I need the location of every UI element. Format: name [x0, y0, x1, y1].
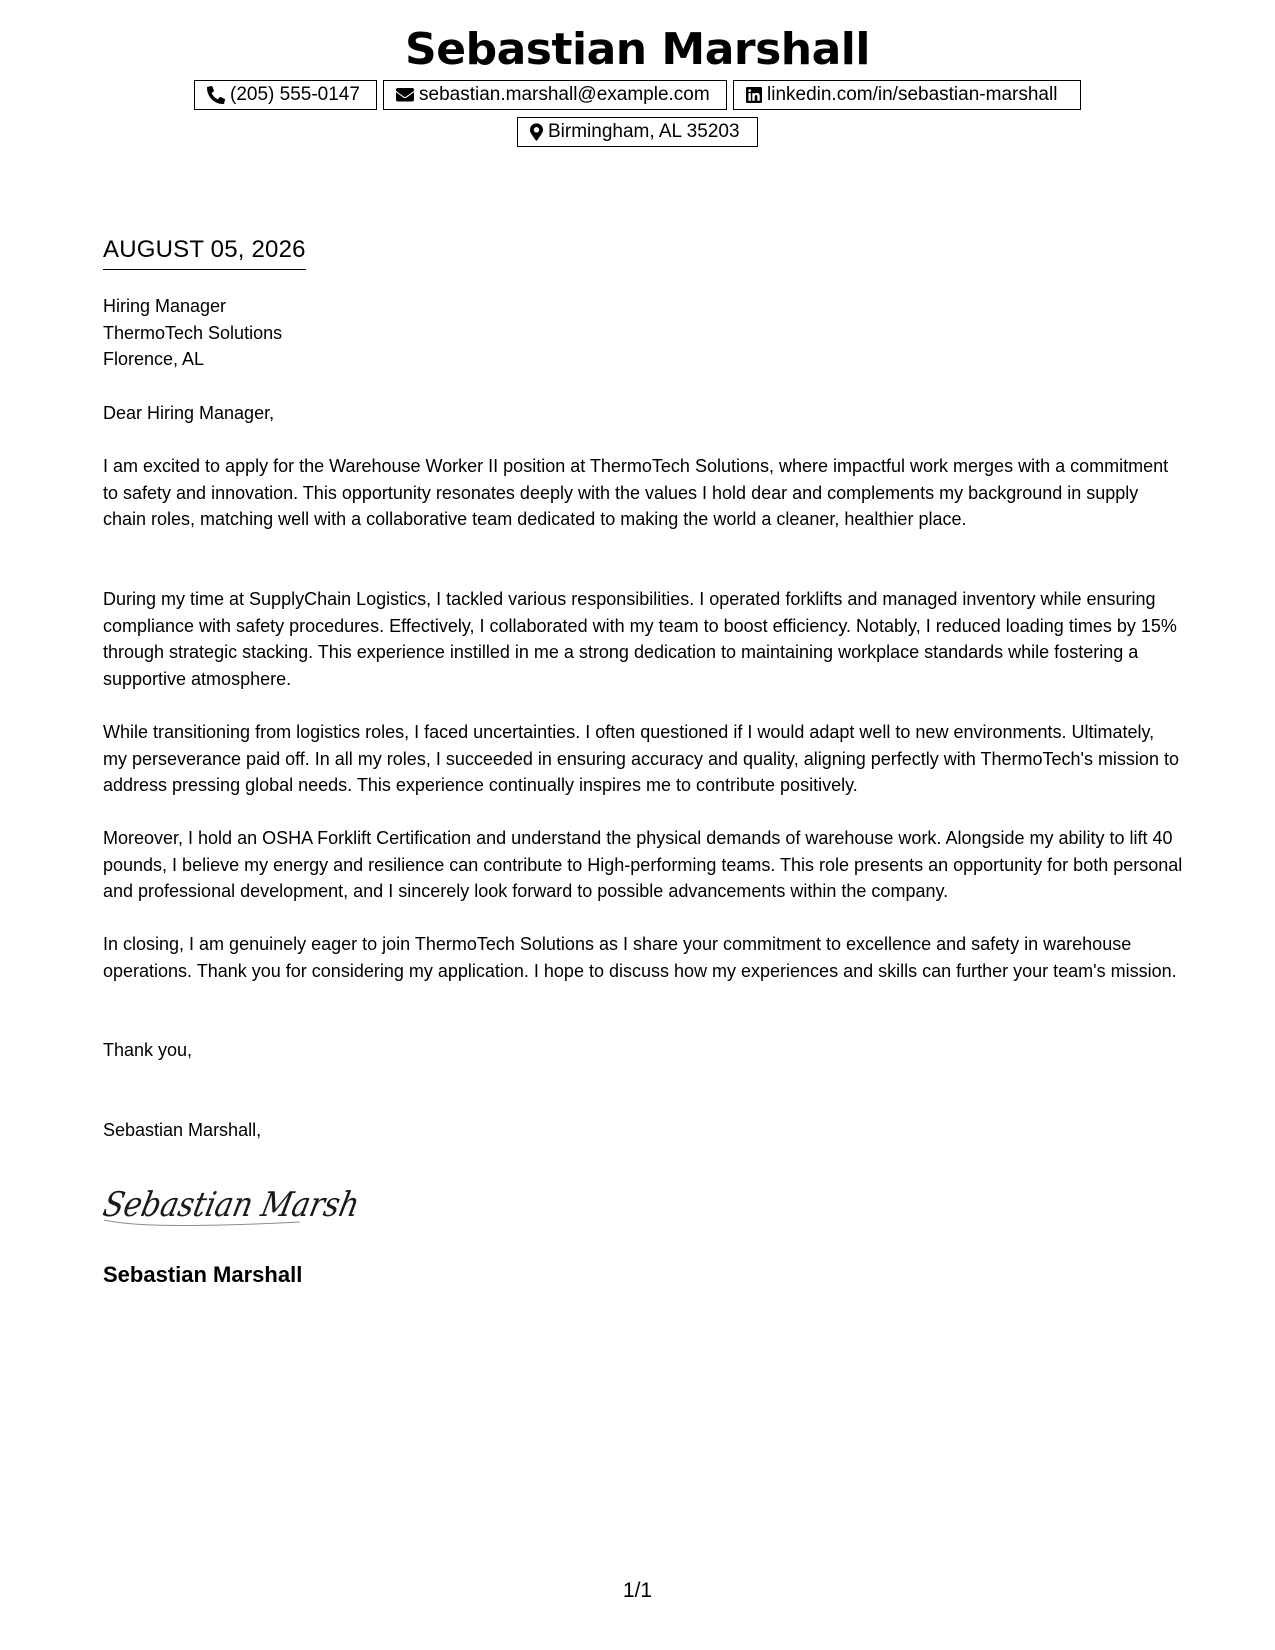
paragraph-experience: During my time at SupplyChain Logistics, I tackled various responsibilities. I operated forklifts and managed inventory while ensuring compliance with safety procedures. Effectively, I collaborated with my team to boost efficiency. Notably, I reduced loading times by 15% through strategic stacking. This experience instilled in me a strong dedication to maintaining workplace standards while fostering a supportive atmosphere.: [103, 589, 1177, 689]
recipient-title: Hiring Manager: [103, 296, 227, 316]
paragraph-qualifications: Moreover, I hold an OSHA Forklift Certification and understand the physical demands of warehouse work. Alongside my ability to lift 40 pounds, I believe my energy and resilience can contribute to High-performing teams. This role presents an opportunity for both personal and professional development, and I sincerely look forward to possible advancements within the company.: [103, 828, 1183, 901]
salutation: Dear Hiring Manager,: [103, 403, 275, 423]
recipient-block: [103, 293, 282, 373]
linkedin-text: linkedin.com/in/sebastian-marshall: [767, 84, 1058, 105]
signoff-name: Sebastian Marshall,: [103, 1120, 262, 1140]
letter-date: AUGUST 05, 2026: [103, 234, 306, 270]
location-text: Birmingham, AL 35203: [548, 121, 740, 142]
envelope-icon: [396, 87, 414, 103]
applicant-name: Sebastian Marshall: [405, 24, 870, 75]
paragraph-closing: In closing, I am genuinely eager to join ThermoTech Solutions as I share your commitment to excellence and safety in warehouse operations. Thank you for considering my application. I hope to discuss how my experiences and skills can further your team's mission.: [103, 934, 1177, 981]
linkedin-icon: [746, 87, 762, 103]
paragraph-growth: While transitioning from logistics roles, I faced uncertainties. I often questioned if I would adapt well to new environments. Ultimately, my perseverance paid off. In all my roles, I succeeded in ensuring accuracy and quality, aligning perfectly with ThermoTech's mission to address pressing global needs. This experience continually inspires me to contribute positively.: [103, 722, 1179, 795]
location-contact: [517, 117, 758, 147]
signed-name: Sebastian Marshall: [103, 1262, 303, 1287]
paragraph-intro: I am excited to apply for the Warehouse Worker II position at ThermoTech Solutions, where impactful work merges with a commitment to safety and innovation. This opportunity resonates deeply with the values I hold dear and complements my background in supply chain roles, matching well with a collaborative team dedicated to making the world a cleaner, healthier place.: [103, 456, 1169, 529]
closing-line: Thank you,: [103, 1040, 193, 1060]
map-marker-icon: [530, 123, 543, 141]
recipient-company: ThermoTech Solutions: [103, 322, 283, 343]
email-contact[interactable]: [383, 80, 727, 110]
page-number: 1/1: [622, 1579, 653, 1602]
handwritten-signature: [99, 1176, 400, 1230]
svg-text:Sebastian Marsh: Sebastian Marsh: [99, 1185, 400, 1225]
phone-icon: [207, 86, 225, 104]
phone-text: (205) 555-0147: [230, 84, 360, 105]
contact-row-2: [0, 117, 1275, 147]
linkedin-contact[interactable]: [733, 80, 1081, 110]
email-text: sebastian.marshall@example.com: [419, 84, 710, 105]
phone-contact[interactable]: [194, 80, 377, 110]
recipient-location: Florence, AL: [103, 349, 205, 369]
contact-row: [0, 80, 1275, 110]
